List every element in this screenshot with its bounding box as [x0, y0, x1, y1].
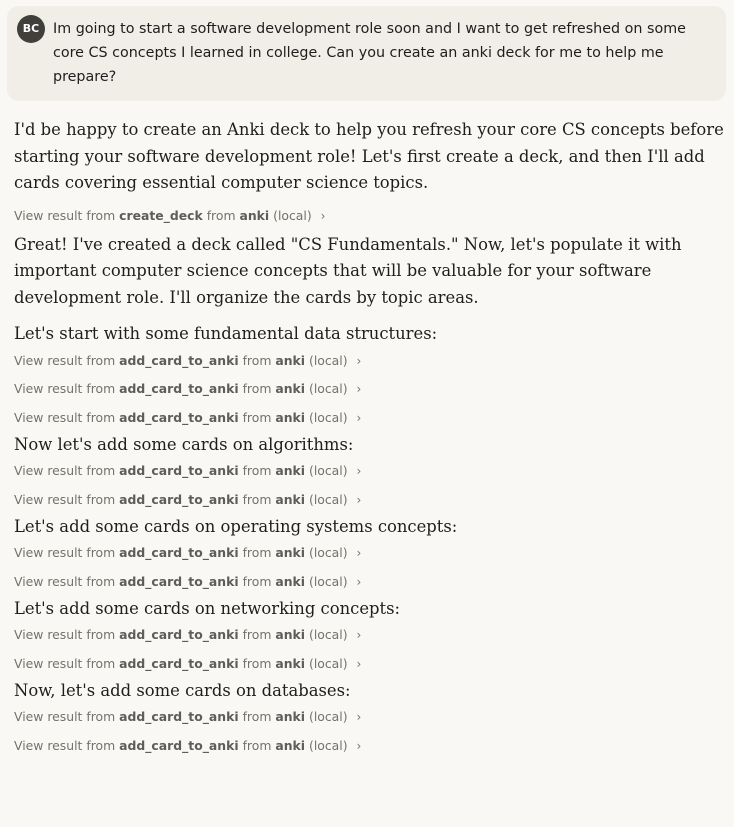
tool-from-word: from	[242, 573, 272, 589]
tool-from-word: from	[242, 463, 272, 478]
tool-from-word: from	[206, 207, 236, 223]
tool-result-prefix: View result from	[14, 207, 116, 223]
tool-name: add_card_to_anki	[119, 709, 239, 724]
tool-name: add_card_to_anki	[119, 627, 239, 642]
chevron-right-icon: ›	[356, 464, 362, 478]
tool-result-prefix: View result from	[14, 381, 116, 396]
chevron-right-icon: ›	[356, 574, 362, 589]
assistant-after-create-text: Great! I've created a deck called "CS Fundamentals." Now, let's populate it with important computer science concepts that will be valuable for your software development role. I'll organize the cards by topic areas.	[14, 234, 682, 307]
chevron-right-icon: ›	[356, 492, 362, 507]
tool-server-name: anki	[275, 491, 306, 507]
tool-result-prefix: View result from	[14, 737, 116, 753]
tool-from-word: from	[242, 352, 272, 368]
tool-name: add_card_to_anki	[119, 737, 239, 753]
tool-result-add-card[interactable]	[14, 379, 726, 399]
chevron-right-icon: ›	[320, 208, 326, 223]
tool-result-add-card[interactable]	[14, 490, 726, 510]
tool-from-word: from	[242, 737, 272, 753]
tool-name: add_card_to_anki	[119, 573, 239, 589]
tool-result-prefix: View result from	[14, 573, 116, 589]
chevron-right-icon: ›	[356, 546, 362, 560]
tool-result-prefix: View result from	[14, 627, 116, 642]
tool-result-prefix: View result from	[14, 352, 116, 368]
tool-result-add-card[interactable]	[14, 408, 726, 428]
user-message-bubble	[7, 6, 726, 101]
tool-scope: (local)	[308, 545, 348, 560]
chevron-right-icon: ›	[356, 738, 362, 753]
tool-server-name: anki	[275, 709, 306, 724]
assistant-intro-text: I'd be happy to create an Anki deck to help you refresh your core CS concepts before starting your software development role! Let's first create a deck, and then I'll add cards covering essential computer science topics.	[14, 120, 724, 192]
tool-result-add-card[interactable]	[14, 736, 726, 756]
tool-scope: (local)	[308, 463, 348, 478]
tool-result-prefix: View result from	[14, 409, 116, 425]
tool-name: add_card_to_anki	[119, 409, 239, 425]
tool-result-prefix: View result from	[14, 545, 116, 560]
tool-scope: (local)	[308, 491, 348, 507]
tool-server-name: anki	[275, 737, 306, 753]
tool-name: add_card_to_anki	[119, 381, 239, 396]
tool-server-name: anki	[275, 463, 306, 478]
tool-scope: (local)	[308, 709, 348, 724]
section-heading: Let's add some cards on networking concepts:	[14, 598, 401, 618]
tool-name: add_card_to_anki	[119, 352, 239, 368]
chevron-right-icon: ›	[356, 628, 362, 642]
tool-result-add-card[interactable]	[14, 654, 726, 674]
tool-result-create-deck[interactable]	[14, 206, 726, 226]
tool-server-name: anki	[275, 352, 306, 368]
tool-result-add-card[interactable]	[14, 707, 726, 727]
tool-result-add-card[interactable]	[14, 351, 726, 371]
tool-scope: (local)	[308, 627, 348, 642]
tool-scope: (local)	[308, 655, 348, 671]
user-avatar: BC	[17, 15, 45, 43]
card-sections	[14, 321, 726, 756]
chevron-right-icon: ›	[356, 410, 362, 425]
tool-name: add_card_to_anki	[119, 463, 239, 478]
tool-server-name: anki	[275, 573, 306, 589]
tool-result-prefix: View result from	[14, 709, 116, 724]
tool-from-word: from	[242, 545, 272, 560]
tool-server-name: anki	[275, 409, 306, 425]
tool-scope: (local)	[273, 207, 312, 223]
tool-from-word: from	[242, 381, 272, 396]
tool-server-name: anki	[275, 627, 306, 642]
tool-name: create_deck	[119, 207, 203, 223]
chevron-right-icon: ›	[356, 353, 362, 368]
tool-name: add_card_to_anki	[119, 655, 239, 671]
tool-server-name: anki	[239, 207, 270, 223]
tool-scope: (local)	[308, 737, 348, 753]
tool-scope: (local)	[308, 573, 348, 589]
chevron-right-icon: ›	[356, 656, 362, 671]
assistant-response	[14, 117, 726, 756]
tool-from-word: from	[242, 409, 272, 425]
section-heading: Now let's add some cards on algorithms:	[14, 434, 354, 454]
tool-result-add-card[interactable]	[14, 625, 726, 645]
tool-scope: (local)	[308, 381, 348, 396]
tool-server-name: anki	[275, 545, 306, 560]
section-heading: Let's start with some fundamental data structures:	[14, 324, 438, 343]
section-heading: Let's add some cards on operating systems concepts:	[14, 516, 458, 536]
tool-result-add-card[interactable]	[14, 543, 726, 563]
chevron-right-icon: ›	[356, 382, 362, 396]
section-heading: Now, let's add some cards on databases:	[14, 680, 351, 700]
tool-result-add-card[interactable]	[14, 461, 726, 481]
tool-from-word: from	[242, 655, 272, 671]
tool-from-word: from	[242, 491, 272, 507]
tool-result-prefix: View result from	[14, 463, 116, 478]
tool-server-name: anki	[275, 381, 306, 396]
user-message-text: Im going to start a software development role soon and I want to get refreshed on some core CS concepts I learned in college. Can you create an anki deck for me to help me prepare?	[53, 21, 686, 85]
tool-name: add_card_to_anki	[119, 491, 239, 507]
tool-result-prefix: View result from	[14, 491, 116, 507]
chevron-right-icon: ›	[356, 710, 362, 724]
tool-scope: (local)	[308, 409, 348, 425]
tool-result-add-card[interactable]	[14, 572, 726, 592]
tool-server-name: anki	[275, 655, 306, 671]
tool-from-word: from	[242, 709, 272, 724]
tool-name: add_card_to_anki	[119, 545, 239, 560]
tool-from-word: from	[242, 627, 272, 642]
tool-scope: (local)	[308, 352, 348, 368]
tool-result-prefix: View result from	[14, 655, 116, 671]
